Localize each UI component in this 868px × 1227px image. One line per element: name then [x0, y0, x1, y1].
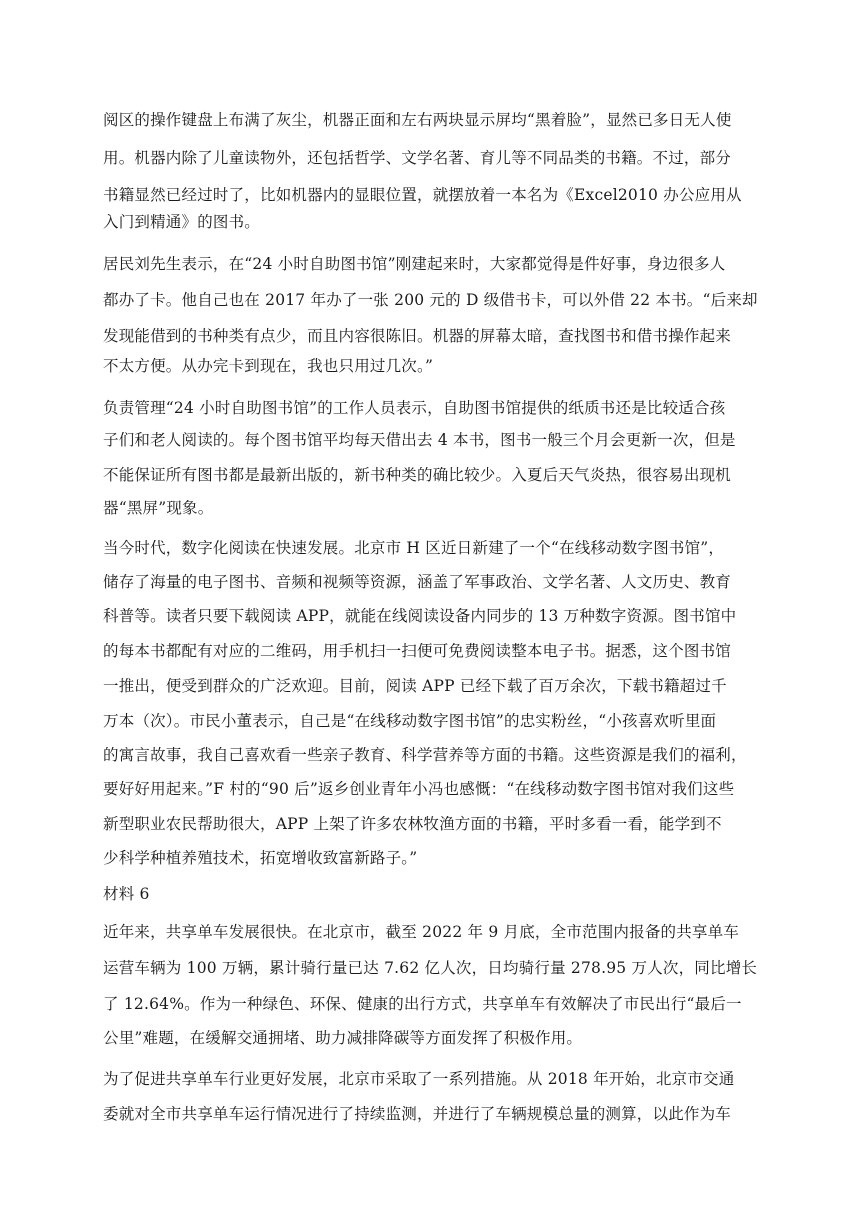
text-line: 都办了卡。他自己也在 2017 年办了一张 200 元的 D 级借书卡，可以外借 22 本书。“后来却 — [103, 291, 758, 309]
text-line: 书籍显然已经过时了，比如机器内的显眼位置，就摆放着一本名为《Excel2010 办公应用从 — [103, 186, 742, 204]
text-line: 不太方便。从办完卡到现在，我也只用过几次。” — [103, 357, 434, 375]
text-line: 用。机器内除了儿童读物外，还包括哲学、文学名著、育儿等不同品类的书籍。不过，部分 — [103, 149, 732, 167]
text-line: 为了促进共享单车行业更好发展，北京市采取了一系列措施。从 2018 年开始，北京市交通 — [103, 1070, 735, 1088]
text-line: 委就对全市共享单车运行情况进行了持续监测，并进行了车辆规模总量的测算，以此作为车 — [103, 1105, 732, 1123]
text-line: 一推出，便受到群众的广泛欢迎。目前，阅读 APP 已经下载了百万余次，下载书籍超过千 — [103, 677, 727, 695]
text-line: 不能保证所有图书都是最新出版的，新书种类的确比较少。入夏后天气炎热，很容易出现机 — [103, 466, 732, 484]
text-line: 科普等。读者只要下载阅读 APP，就能在线阅读设备内同步的 13 万种数字资源。图书馆中 — [103, 607, 737, 625]
text-line: 少科学种植养殖技术，拓宽增收致富新路子。” — [103, 849, 418, 867]
text-line: 的每本书都配有对应的二维码，用手机扫一扫便可免费阅读整本电子书。据悉，这个图书馆 — [103, 642, 732, 660]
text-line: 近年来，共享单车发展很快。在北京市，截至 2022 年 9 月底，全市范围内报备的共享单车 — [103, 923, 740, 941]
text-line: 要好好用起来。”F 村的“90 后”返乡创业青年小冯也感慨：“在线移动数字图书馆对我们这些 — [103, 780, 735, 798]
text-line: 居民刘先生表示，在“24 小时自助图书馆”刚建起来时，大家都觉得是件好事，身边很多人 — [103, 255, 726, 273]
text-line: 万本（次）。市民小董表示，自己是“在线移动数字图书馆”的忠实粉丝，“小孩喜欢听里面 — [103, 712, 717, 730]
text-line: 发现能借到的书种类有点少，而且内容很陈旧。机器的屏幕太暗，查找图书和借书操作起来 — [103, 327, 732, 345]
text-line: 负责管理“24 小时自助图书馆”的工作人员表示，自助图书馆提供的纸质书还是比较适合孩 — [103, 399, 726, 417]
text-line: 新型职业农民帮助很大，APP 上架了许多农林牧渔方面的书籍，平时多看一看，能学到不 — [103, 815, 722, 833]
text-line: 的寓言故事，我自己喜欢看一些亲子教育、科学营养等方面的书籍。这些资源是我们的福利， — [103, 746, 747, 764]
text-line: 器“黑屏”现象。 — [103, 499, 214, 517]
text-line: 入门到精通》的图书。 — [103, 213, 261, 231]
text-line: 子们和老人阅读的。每个图书馆平均每天借出去 4 本书，图书一般三个月会更新一次，但是 — [103, 431, 736, 449]
text-line: 材料 6 — [103, 885, 150, 903]
text-line: 储存了海量的电子图书、音频和视频等资源，涵盖了军事政治、文学名著、人文历史、教育 — [103, 573, 732, 591]
text-line: 当今时代，数字化阅读在快速发展。北京市 H 区近日新建了一个“在线移动数字图书馆”， — [103, 539, 725, 557]
text-line: 公里”难题，在缓解交通拥堵、助力减排降碳等方面发挥了积极作用。 — [103, 1029, 583, 1047]
text-line: 运营车辆为 100 万辆，累计骑行量已达 7.62 亿人次，日均骑行量 278.95 万人次，同比增长 — [103, 959, 758, 977]
text-line: 阅区的操作键盘上布满了灰尘，机器正面和左右两块显示屏均“黑着脸”，显然已多日无人使 — [103, 111, 732, 129]
text-line: 了 12.64%。作为一种绿色、环保、健康的出行方式，共享单车有效解决了市民出行“最后一 — [103, 995, 742, 1013]
